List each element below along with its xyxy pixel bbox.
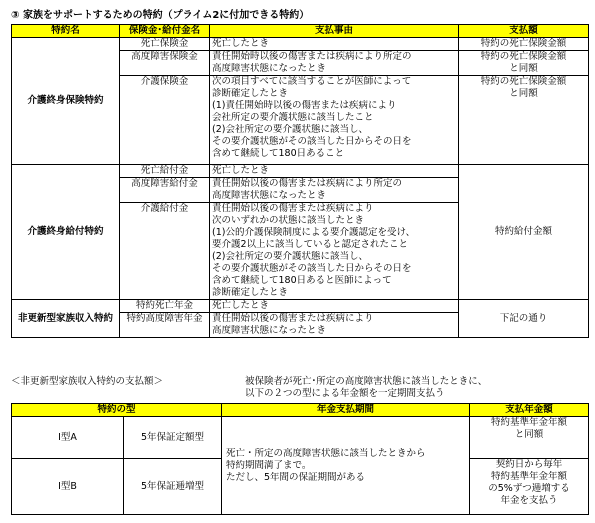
payment-reason: 死亡したとき (210, 300, 459, 313)
rider-name-care-lifetime-insurance: 介護終身保険特約 (12, 38, 120, 165)
payment-reason: 責任開始時以後の傷害または疾病により所定の 高度障害状態になったとき (210, 51, 459, 76)
annuity-amount: 特約基準年金年額 と同額 (470, 417, 589, 459)
payment-reason: 責任開始以後の傷害または疾病により 高度障害状態になったとき (210, 313, 459, 338)
header-annuity-period: 年金支払期間 (222, 404, 470, 417)
payment-amount: 特約の死亡保険金額 と同額 (459, 76, 589, 165)
rider-type-code: Ⅰ型B (12, 459, 124, 515)
section2-heading: ＜非更新型家族収入特約の支払額＞ (11, 376, 164, 387)
header-annuity-amount: 支払年金額 (470, 404, 589, 417)
benefit-name: 高度障害保険金 (120, 51, 210, 76)
table-row (12, 300, 589, 313)
rider-type-name: 5年保証逓増型 (124, 459, 222, 515)
header-rider-type: 特約の型 (12, 404, 222, 417)
rider-type-code: Ⅰ型A (12, 417, 124, 459)
table-row (12, 417, 589, 459)
annuity-amount: 契約日から毎年 特約基準年金年額 の5%ずつ逓増する 年金を支払う (470, 459, 589, 515)
document-title: ③ 家族をサポートするための特約（プライム2に付加できる特約） (11, 10, 310, 21)
benefit-name: 死亡給付金 (120, 165, 210, 178)
rider-name-care-lifetime-benefit: 介護終身給付特約 (12, 165, 120, 300)
header-benefit-name: 保険金･給付金名 (120, 25, 210, 38)
benefit-name: 介護保険金 (120, 76, 210, 165)
annuity-period: 死亡・所定の高度障害状態に該当したときから 特約期間満了まで。 ただし、5年間の保証期間がある (222, 417, 470, 515)
payment-amount-family: 下記の通り (459, 300, 589, 338)
rider-type-name: 5年保証定額型 (124, 417, 222, 459)
annuity-table-header (12, 404, 589, 417)
payment-reason: 責任開始以後の傷害または疾病により 次のいずれかの状態に該当したとき (1)公的介護保険制度による要介護認定を受け、 要介護2以上に該当していると認定されたこと (2)会社所定の要介護状態に該当し、 その要介護状態がその該当した日からその日を 含めて継続して180日あると医師によって 診断確定したとき (210, 203, 459, 300)
payment-amount: 特約の死亡保険金額 (459, 38, 589, 51)
benefit-name: 特約高度障害年金 (120, 313, 210, 338)
header-payment-amount: 支払額 (459, 25, 589, 38)
header-rider-name: 特約名 (12, 25, 120, 38)
benefit-name: 死亡保険金 (120, 38, 210, 51)
section2-note: 被保険者が死亡･所定の高度障害状態に該当したときに、 以下の２つの型による年金額を一定期間支払う (245, 376, 488, 399)
rider-name-family-income: 非更新型家族収入特約 (12, 300, 120, 338)
header-payment-reason: 支払事由 (210, 25, 459, 38)
table-row (12, 165, 589, 178)
benefit-name: 介護給付金 (120, 203, 210, 300)
payment-reason: 責任開始以後の傷害または疾病により所定の 高度障害状態になったとき (210, 178, 459, 203)
payment-amount-benefit: 特約給付金額 (459, 165, 589, 300)
benefit-name: 特約死亡年金 (120, 300, 210, 313)
payment-amount: 特約の死亡保険金額 と同額 (459, 51, 589, 76)
rider-table-header (12, 25, 589, 38)
payment-reason: 死亡したとき (210, 38, 459, 51)
payment-reason: 死亡したとき (210, 165, 459, 178)
rider-table (11, 24, 589, 338)
table-row (12, 38, 589, 51)
payment-reason: 次の項目すべてに該当することが医師によって 診断確定したとき (1)責任開始時以後の傷害または疾病により 会社所定の要介護状態に該当したこと (2)会社所定の要介護状態に該当し、 その要介護状態がその該当した日からその日を 含めて継続して180日あること (210, 76, 459, 165)
annuity-table (11, 403, 589, 515)
benefit-name: 高度障害給付金 (120, 178, 210, 203)
